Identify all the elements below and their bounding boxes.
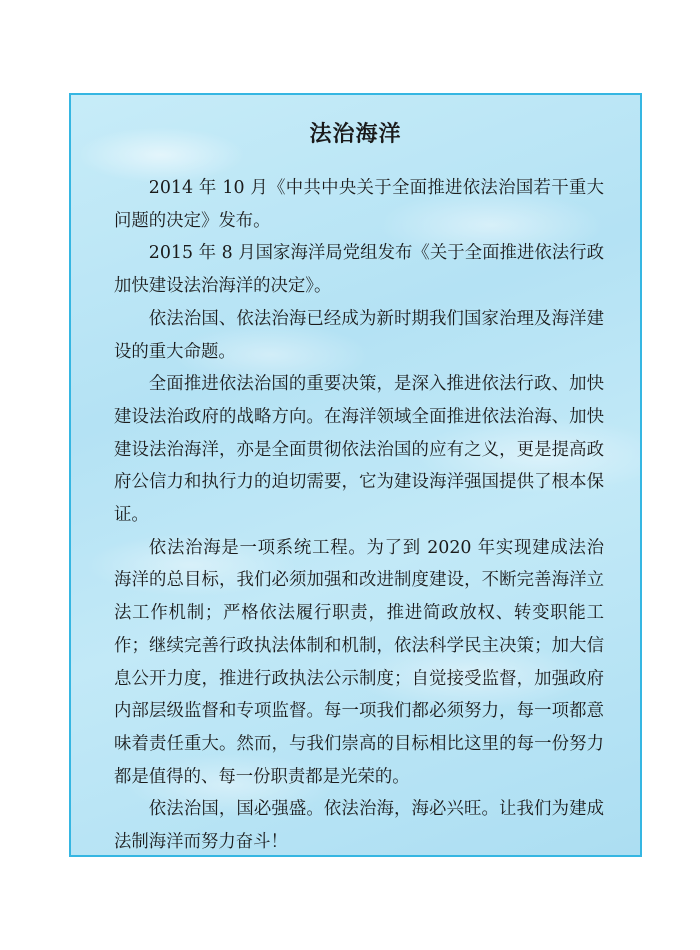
paragraph-2: 2015 年 8 月国家海洋局党组发布《关于全面推进依法行政加快建设法治海洋的决定》。 [114, 243, 604, 297]
paragraph-3: 依法治国、依法治海已经成为新时期我们国家治理及海洋建设的重大命题。 [114, 308, 604, 362]
info-box [69, 93, 642, 857]
paragraph-5: 依法治海是一项系统工程。为了到 2020 年实现建成法治海洋的总目标，我们必须加强和改进制度建设，不断完善海洋立法工作机制；严格依法履行职责，推进简政放权、转变职能工作；继续完善行政执法体制和机制，依法科学民主决策；加大信息公开力度，推进行政执法公示制度；自觉接受监督，加强政府内部层级监督和专项监督。每一项我们都必须努力，每一项都意味着责任重大。然而，与我们崇高的目标相比这里的每一份努力都是值得的、每一份职责都是光荣的。 [114, 537, 604, 787]
paragraph-6: 依法治国，国必强盛。依法治海，海必兴旺。让我们为建成法制海洋而努力奋斗！ [114, 799, 604, 853]
paragraph-4: 全面推进依法治国的重要决策，是深入推进依法行政、加快建设法治政府的战略方向。在海洋领域全面推进依法治海、加快建设法治海洋，亦是全面贯彻依法治国的应有之义，更是提高政府公信力和执行力的迫切需要，它为建设海洋强国提供了根本保证。 [114, 374, 604, 526]
box-body [114, 172, 604, 859]
box-title: 法治海洋 [309, 122, 402, 147]
paragraph-1: 2014 年 10 月《中共中央关于全面推进依法治国若干重大问题的决定》发布。 [114, 178, 604, 231]
